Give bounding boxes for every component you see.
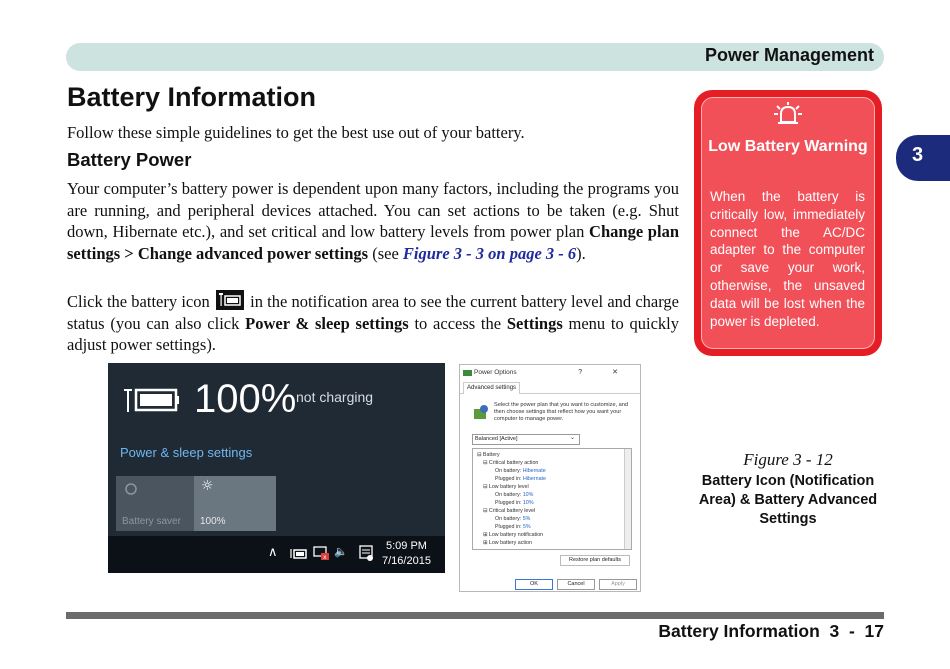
plan-icon: [472, 403, 490, 421]
tree-item[interactable]: [495, 524, 531, 530]
chevron-down-icon[interactable]: ⌄: [570, 434, 576, 441]
volume-icon[interactable]: 🔈: [334, 545, 348, 558]
para1-text-a: Your computer’s battery power is dependent upon many factors, including the programs you are running, and peripheral devices attached. You can set actions to be taken (e.g. Shut down, Hibernate etc.), and set critical and low battery levels from power plan: [67, 179, 679, 241]
brightness-label: 100%: [200, 516, 226, 527]
para2-text-c: to access the: [408, 313, 507, 333]
tree-value[interactable]: 5%: [522, 516, 531, 522]
tree-label: ⊟ Battery: [477, 452, 500, 458]
taskbar-clock[interactable]: [382, 539, 431, 569]
tree-label: Plugged in:: [495, 476, 523, 482]
warning-title: Low Battery Warning: [708, 138, 868, 155]
para1-text-c: ).: [576, 243, 586, 263]
apply-button[interactable]: Apply: [599, 579, 637, 590]
power-options-icon: [463, 369, 472, 377]
tree-item[interactable]: [495, 476, 546, 482]
tree-label: ⊟ Critical battery level: [483, 508, 536, 514]
battery-percent: 100%: [194, 377, 297, 421]
leaf-icon: [124, 482, 138, 496]
taskbar-battery-icon[interactable]: [290, 547, 308, 561]
para1-bold: Change plan settings > Change advanced power settings: [67, 222, 679, 263]
tab-strip: [460, 382, 641, 394]
tree-item[interactable]: [483, 508, 535, 514]
alarm-bell-icon: [772, 100, 804, 130]
figure-number: Figure 3 - 12: [743, 450, 833, 469]
tree-label: ⊟ Low battery level: [483, 484, 529, 490]
figure-caption: Battery Icon (Notification Area) & Battery Advanced Settings: [698, 473, 878, 527]
page-title: Battery Information: [67, 82, 317, 112]
para2-text-b: in the notification area to see the current battery level and charge status (you can also click: [67, 292, 680, 333]
chevron-up-icon[interactable]: ∧: [268, 545, 278, 560]
clock-time: 5:09 PM: [385, 540, 427, 552]
footer-page-label: Battery Information 3 - 17: [658, 621, 884, 641]
footer-rule: [66, 612, 884, 619]
taskbar: [108, 536, 445, 573]
figure-reference-link[interactable]: Figure 3 - 3 on page 3 - 6: [402, 243, 577, 263]
para2-bold-power-sleep: Power & sleep settings: [245, 313, 409, 333]
battery-icon: [216, 290, 244, 310]
battery-full-icon: [122, 385, 182, 415]
power-options-screenshot: [459, 364, 641, 592]
tree-label: ⊟ Critical battery action: [483, 460, 539, 466]
restore-defaults-button[interactable]: Restore plan defaults: [560, 555, 630, 566]
tree-value[interactable]: Hibernate: [522, 476, 546, 482]
para2-text-d: menu to quickly adjust power settings).: [67, 313, 679, 354]
battery-flyout-screenshot: [108, 363, 445, 573]
tree-value[interactable]: Hibernate: [522, 468, 546, 474]
plan-description: Select the power plan that you want to customize, and then choose settings that reflect how you want your computer to manage power.: [494, 402, 629, 422]
network-off-icon[interactable]: [312, 545, 330, 561]
tree-label: On battery:: [495, 492, 523, 498]
power-sleep-settings-link[interactable]: Power & sleep settings: [120, 445, 253, 460]
para2-bold-settings: Settings: [506, 313, 563, 333]
cancel-button[interactable]: Cancel: [557, 579, 595, 590]
tree-item[interactable]: [477, 452, 500, 458]
notification-icon[interactable]: [358, 544, 374, 562]
subheading: Battery Power: [67, 149, 192, 170]
settings-tree[interactable]: [472, 448, 632, 550]
plan-select[interactable]: Balanced [Active]: [472, 434, 580, 445]
ok-button[interactable]: OK: [515, 579, 553, 590]
charge-status: not charging: [296, 389, 374, 405]
tree-item[interactable]: [483, 540, 532, 546]
tree-label: Plugged in:: [495, 500, 523, 506]
tree-label: On battery:: [495, 468, 523, 474]
tree-item[interactable]: [483, 532, 543, 538]
svg-text:x: x: [323, 554, 327, 561]
brightness-icon: ☼: [201, 478, 214, 494]
warning-text: When the battery is critically low, immediately connect the AC/DC adapter to the computer or save your work, otherwise, the unsaved data will be lost when the power is depleted.: [710, 189, 865, 329]
intro-text: Follow these simple guidelines to get the best use out of your battery.: [67, 123, 525, 142]
tree-scrollbar[interactable]: [624, 449, 631, 549]
tab-advanced-settings[interactable]: Advanced settings: [463, 382, 520, 394]
battery-power-paragraph: [67, 178, 679, 264]
tree-item[interactable]: [483, 460, 538, 466]
para2-text-a: Click the battery icon: [67, 292, 214, 311]
tree-item[interactable]: [495, 516, 530, 522]
brightness-tile[interactable]: [194, 476, 276, 531]
battery-saver-label: Battery saver: [122, 516, 181, 527]
tree-item[interactable]: [495, 468, 546, 474]
battery-saver-tile[interactable]: [116, 476, 198, 531]
tree-value[interactable]: 5%: [522, 524, 531, 530]
tree-value[interactable]: 10%: [522, 492, 534, 498]
tree-label: ⊞ Low battery notification: [483, 532, 544, 538]
window-title: Power Options: [474, 369, 517, 376]
chapter-number: 3: [912, 144, 924, 166]
tree-item[interactable]: [495, 492, 533, 498]
tree-value[interactable]: 10%: [522, 500, 534, 506]
tree-item[interactable]: [495, 500, 534, 506]
clock-date: 7/16/2015: [382, 555, 431, 567]
tree-item[interactable]: [483, 484, 529, 490]
tree-label: Plugged in:: [495, 524, 523, 530]
tree-label: On battery:: [495, 516, 523, 522]
para1-text-b: (see: [368, 243, 403, 263]
window-controls[interactable]: ? ✕: [578, 369, 632, 376]
battery-icon-paragraph: [67, 290, 679, 356]
section-title: Power Management: [704, 45, 874, 65]
tree-label: ⊞ Low battery action: [483, 540, 532, 546]
